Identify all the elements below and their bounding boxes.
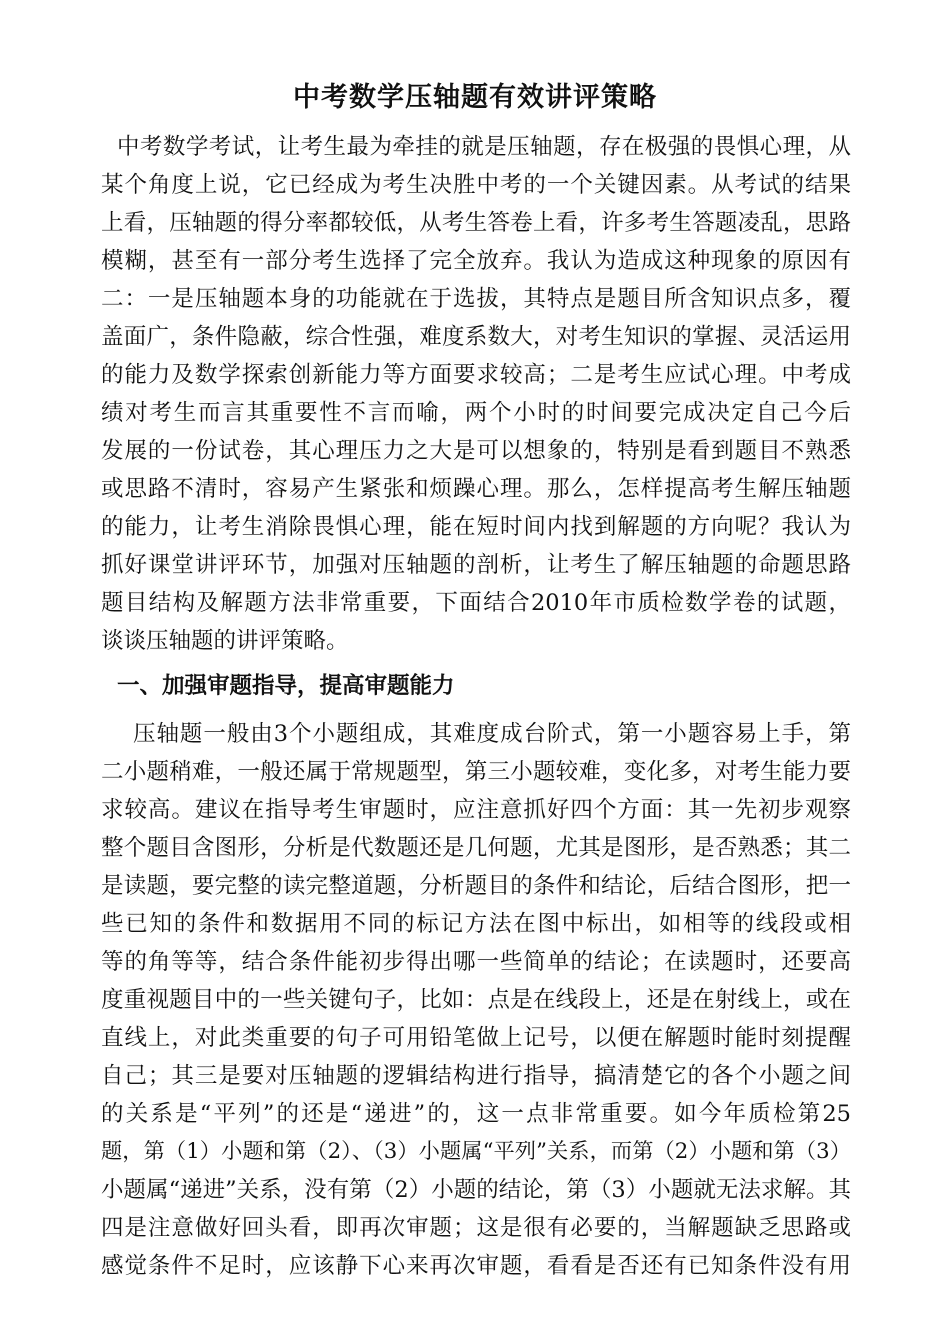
intro-line: 盖面广，条件隐蔽，综合性强，难度系数大，对考生知识的掌握、灵活运用 (101, 324, 851, 350)
intro-line: 发展的一份试卷，其心理压力之大是可以想象的，特别是看到题目不熟悉 (101, 438, 851, 464)
document-title: 中考数学压轴题有效讲评策略 (293, 82, 657, 113)
intro-line: 或思路不清时，容易产生紧张和烦躁心理。那么，怎样提高考生解压轴题 (101, 476, 851, 502)
intro-line: 某个角度上说，它已经成为考生决胜中考的一个关键因素。从考试的结果 (101, 172, 851, 198)
intro-line: 上看，压轴题的得分率都较低，从考生答卷上看，许多考生答题凌乱，思路 (101, 210, 851, 236)
body-line: 感觉条件不足时，应该静下心来再次审题，看看是否还有已知条件没有用 (101, 1253, 851, 1279)
intro-line: 二：一是压轴题本身的功能就在于选拔，其特点是题目所含知识点多，覆 (101, 286, 851, 312)
intro-line: 抓好课堂讲评环节，加强对压轴题的剖析，让考生了解压轴题的命题思路 (101, 552, 851, 578)
body-line: 整个题目含图形，分析是代数题还是几何题，尤其是图形，是否熟悉；其二 (101, 835, 851, 861)
intro-line: 谈谈压轴题的讲评策略。 (101, 628, 349, 654)
body-line: 题，第（1）小题和第（2）、（3）小题属“平列”关系，而第（2）小题和第（3） (101, 1139, 851, 1164)
body-line: 是读题，要完整的读完整道题，分析题目的条件和结论，后结合图形，把一 (101, 873, 851, 899)
section-heading: 一、加强审题指导，提高审题能力 (117, 673, 455, 699)
intro-line: 绩对考生而言其重要性不言而喻，两个小时的时间要完成决定自己今后 (101, 400, 851, 426)
body-line: 小题属“递进”关系，没有第（2）小题的结论，第（3）小题就无法求解。其 (101, 1177, 851, 1203)
intro-line: 题目结构及解题方法非常重要，下面结合2010年市质检数学卷的试题， (101, 590, 851, 616)
intro-line: 模糊，甚至有一部分考生选择了完全放弃。我认为造成这种现象的原因有 (101, 248, 851, 274)
body-line: 度重视题目中的一些关键句子，比如：点是在线段上，还是在射线上，或在 (101, 987, 851, 1013)
body-line: 求较高。建议在指导考生审题时，应注意抓好四个方面：其一先初步观察 (101, 797, 851, 823)
body-line: 压轴题一般由3个小题组成，其难度成台阶式，第一小题容易上手，第 (133, 721, 851, 747)
intro-line: 中考数学考试，让考生最为牵挂的就是压轴题，存在极强的畏惧心理，从 (117, 134, 851, 160)
body-line: 的关系是“平列”的还是“递进”的，这一点非常重要。如今年质检第25 (101, 1101, 851, 1127)
body-line: 直线上，对此类重要的句子可用铅笔做上记号，以便在解题时能时刻提醒 (101, 1025, 851, 1051)
body-line: 自己；其三是要对压轴题的逻辑结构进行指导，搞清楚它的各个小题之间 (101, 1063, 851, 1089)
body-line: 等的角等等，结合条件能初步得出哪一些简单的结论；在读题时，还要高 (101, 949, 851, 975)
body-line: 四是注意做好回头看，即再次审题；这是很有必要的，当解题缺乏思路或 (101, 1215, 851, 1241)
body-line: 二小题稍难，一般还属于常规题型，第三小题较难，变化多，对考生能力要 (101, 759, 851, 785)
body-line: 些已知的条件和数据用不同的标记方法在图中标出，如相等的线段或相 (101, 911, 851, 937)
intro-line: 的能力及数学探索创新能力等方面要求较高；二是考生应试心理。中考成 (101, 362, 851, 388)
intro-line: 的能力，让考生消除畏惧心理，能在短时间内找到解题的方向呢？我认为 (101, 514, 851, 540)
